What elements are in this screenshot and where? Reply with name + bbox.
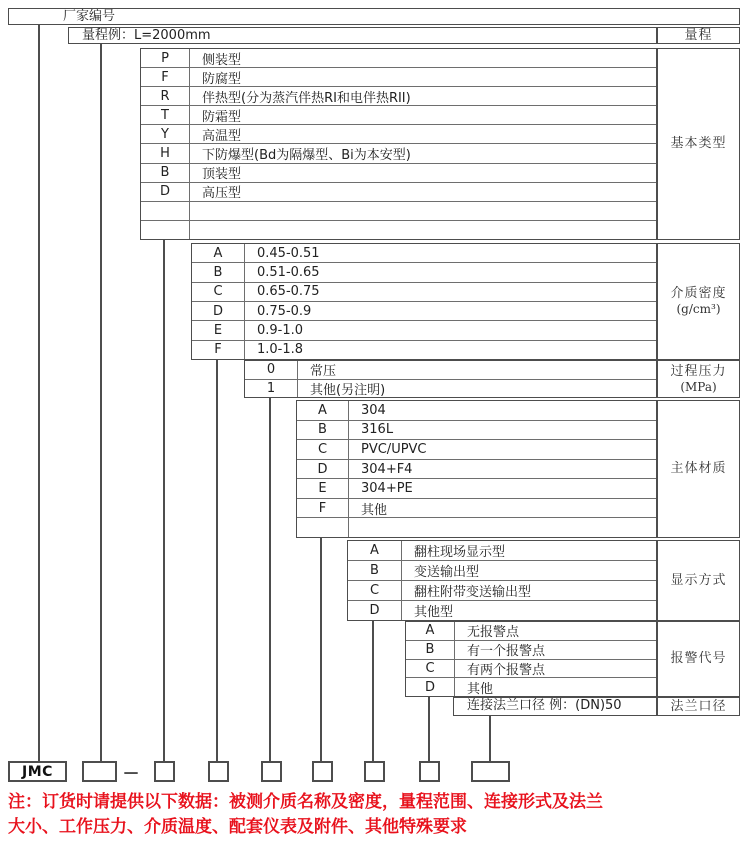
connector-line-body-material [320,538,322,762]
desc-cell: 0.65-0.75 [257,284,320,300]
table-row [348,601,656,620]
table-row [141,144,656,163]
code-cell: A [406,622,455,640]
model-prefix-label: JMC [22,763,53,780]
code-cell: 0 [245,361,298,379]
desc-cell: 0.51-0.65 [257,264,320,280]
code-table-medium-density [191,243,657,360]
table-row [297,440,656,460]
model-box-alarm-code [419,761,440,782]
table-row [192,283,656,302]
category-label: 报警代号 [670,651,727,666]
code-cell: T [141,106,190,124]
table-row [297,401,656,421]
desc-cell: 伴热型(分为蒸汽伴热RI和电伴热RII) [202,90,411,106]
code-cell: A [348,541,402,560]
model-separator: — [123,762,139,781]
connector-line-basic-type [163,240,165,761]
ordering-note-line2: 大小、工作压力、介质温度、配套仪表及附件、其他特殊要求 [8,817,467,837]
table-row [141,49,656,68]
code-cell: D [141,183,190,201]
model-box-prefix [8,761,67,782]
table-row [141,164,656,183]
code-cell [141,221,190,239]
manufacturer-no-row [8,8,740,25]
connector-line-display-mode [372,621,374,762]
table-row [297,499,656,519]
desc-cell: 304+PE [361,481,413,497]
table-row [192,263,656,282]
model-box-basic-type [154,761,175,782]
section-basic-type [140,48,740,240]
desc-cell: 其他型 [414,605,454,620]
table-row [192,321,656,340]
code-cell: B [348,561,402,580]
table-row [245,380,656,398]
desc-cell: 304 [361,402,386,418]
code-cell: B [192,263,245,281]
table-row [141,221,656,239]
section-alarm-code [405,621,740,697]
desc-cell: 翻柱附带变送输出型 [414,585,532,600]
table-row [406,678,656,696]
category-cell-flange-size [657,697,740,716]
category-label: 法兰口径 [670,698,727,714]
desc-cell: 316L [361,422,394,438]
category-label: 介质密度 [670,286,727,301]
model-box-body-material [312,761,333,782]
table-row [406,622,656,641]
table-row [348,541,656,561]
table-row [141,125,656,144]
category-unit: (MPa) [680,379,717,394]
desc-cell: 防霜型 [202,109,242,125]
desc-cell: PVC/UPVC [361,441,427,457]
code-cell: B [297,421,349,440]
model-box-flange-size [471,761,510,782]
desc-cell: 侧装型 [202,52,242,68]
desc-cell: 0.45-0.51 [257,245,320,261]
table-row [297,421,656,441]
table-row [406,641,656,660]
code-cell: E [192,321,245,339]
range-label: 量程例：L=2000mm [82,28,211,43]
code-cell: Y [141,125,190,143]
desc-cell: 其他(另注明) [310,382,386,398]
code-cell: 1 [245,380,298,398]
manufacturer-no-label: 厂家编号 [63,9,116,24]
category-label: 基本类型 [670,136,727,151]
section-medium-density [191,243,740,360]
code-cell [297,518,349,537]
desc-cell: 1.0-1.8 [257,342,304,358]
code-cell: C [192,283,245,301]
table-row [141,202,656,221]
table-row [192,341,656,359]
code-cell: A [192,244,245,262]
code-cell: H [141,144,190,162]
section-flange-size [453,697,740,716]
connector-line-range [100,44,102,762]
section-body-material [296,400,740,538]
code-table-alarm-code [405,621,657,697]
model-box-range [82,761,117,782]
ordering-note [8,790,746,840]
table-row [348,561,656,581]
model-box-process-pressure [261,761,282,782]
desc-cell: 304+F4 [361,461,413,477]
code-cell: F [297,499,349,518]
code-cell: B [406,641,455,659]
code-cell: F [192,341,245,359]
table-row [348,581,656,601]
category-label: 量程 [684,27,713,43]
table-row [406,660,656,679]
table-row [245,361,656,380]
desc-cell: 0.9-1.0 [257,322,304,338]
category-cell-body-material [657,400,740,538]
table-row [297,479,656,499]
code-cell: C [297,440,349,459]
category-label: 显示方式 [670,572,727,588]
range-cell [68,27,657,44]
table-row [192,302,656,321]
desc-cell: 下防爆型(Bd为隔爆型、Bi为本安型) [202,148,411,164]
category-cell-alarm-code [657,621,740,697]
table-row [141,106,656,125]
model-box-medium-density [208,761,229,782]
code-cell [141,202,190,220]
code-cell: C [406,660,455,678]
desc-cell: 防腐型 [202,71,242,87]
code-table-display-mode [347,540,657,621]
desc-cell: 翻柱现场显示型 [414,545,506,560]
table-row [297,518,656,537]
code-cell: D [348,601,402,620]
desc-cell: 高压型 [202,186,242,202]
table-row [192,244,656,263]
category-unit: (g/cm³) [676,302,721,316]
ordering-note-line1: 注：订货时请提供以下数据：被测介质名称及密度，量程范围、连接形式及法兰 [8,792,603,812]
desc-cell: 有一个报警点 [467,644,546,660]
connector-line-medium-density [216,360,218,762]
section-display-mode [347,540,740,621]
category-label: 主体材质 [670,461,727,476]
desc-cell: 其他 [467,681,494,697]
code-cell: P [141,49,190,67]
desc-cell: 顶装型 [202,167,242,183]
connector-line-process-pressure [269,398,271,762]
desc-cell: 有两个报警点 [467,662,546,678]
code-table-basic-type [140,48,657,240]
section-process-pressure [244,360,740,398]
table-row [297,460,656,480]
category-cell-display-mode [657,540,740,621]
code-cell: D [406,678,455,696]
category-cell-basic-type [657,48,740,240]
code-cell: D [192,302,245,320]
table-row [141,68,656,87]
code-cell: E [297,479,349,498]
category-cell-process-pressure [657,360,740,398]
connector-line-flange-size [489,716,491,762]
connector-line-alarm-code [428,697,430,762]
desc-cell: 其他 [361,502,388,518]
code-cell: R [141,87,190,105]
desc-cell: 常压 [310,364,337,380]
range-row [68,27,740,44]
desc-cell: 0.75-0.9 [257,303,312,319]
category-cell-medium-density [657,243,740,360]
category-cell-range [657,27,740,44]
code-table-process-pressure [244,360,657,398]
model-box-display-mode [364,761,385,782]
desc-cell: 无报警点 [467,625,520,641]
code-cell: C [348,581,402,600]
category-label: 过程压力 [670,363,727,379]
code-cell: D [297,460,349,479]
code-table-body-material [296,400,657,538]
code-cell: A [297,401,349,420]
table-row [141,87,656,106]
code-cell: F [141,68,190,86]
flange-cell [453,697,657,716]
desc-cell: 变送输出型 [414,565,480,580]
code-cell: B [141,164,190,182]
flange-label: 连接法兰口径 例：(DN)50 [467,698,622,713]
table-row [141,183,656,202]
desc-cell: 高温型 [202,128,242,144]
connector-line-manufacturer [38,24,40,761]
